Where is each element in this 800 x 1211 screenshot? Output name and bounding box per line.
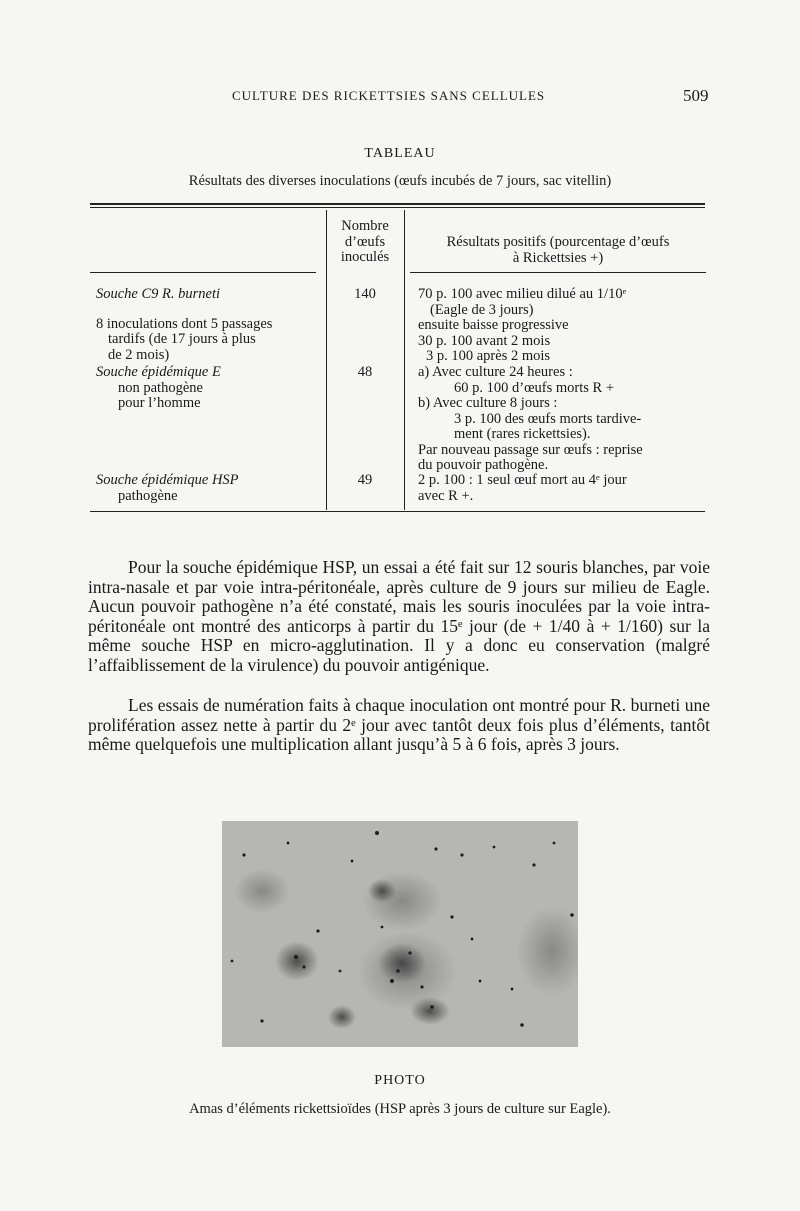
body-paragraph: Les essais de numération faits à chaque inoculation ont montré pour R. burneti une prolifération assez nette à partir du 2ᵉ jour avec tantôt deux fois plus d’éléments, tantôt même quelquefois une multiplication allant jusqu’à 5 à 6 fois, après 3 jours. xyxy=(88,695,710,754)
figure-caption: Amas d’éléments rickettsioïdes (HSP après 3 jours de culture sur Eagle). xyxy=(189,1101,611,1117)
header-count: Nombre d’œufs inoculés xyxy=(340,218,390,265)
table-bottom-rule xyxy=(90,511,705,512)
table-row-count: 49 xyxy=(357,472,373,488)
figure-title: PHOTO xyxy=(374,1073,426,1088)
page-number: 509 xyxy=(683,86,709,105)
table-row-count: 48 xyxy=(357,364,373,380)
body-paragraph: Pour la souche épidémique HSP, un essai a été fait sur 12 souris blanches, par voie intra-nasale et par voie intra-péritonéale, après culture de 9 jours sur milieu de Eagle. Aucun pouvoir pathogène n’a été constaté, mais les souris inoculées par la voie intra-péritonéale ont montré des anticorps à partir du 15ᵉ jour (de + 1/40 à + 1/160) sur la même souche HSP en micro-agglutination. Il y a donc eu conservation (malgré l’affaiblissement de la virulence) du pouvoir antigénique. xyxy=(88,557,710,675)
table-header-rule xyxy=(90,272,316,273)
table-row-results: 70 p. 100 avec milieu dilué au 1/10ᵉ (Eagle de 3 jours) ensuite baisse progressive 30 p. 100 avant 2 mois 3 p. 100 après 2 mois xyxy=(418,286,627,364)
table-row-count: 140 xyxy=(354,286,376,302)
table-row-label: Souche épidémique E non pathogène pour l’homme xyxy=(96,364,221,411)
table-row-label: Souche épidémique HSP pathogène xyxy=(96,472,239,504)
table-top-rule-thin xyxy=(90,207,705,208)
header-results: Résultats positifs (pourcentage d’œufs à Rickettsies +) xyxy=(446,234,670,266)
table-column-divider xyxy=(326,210,327,510)
table-row-results: a) Avec culture 24 heures : 60 p. 100 d’œufs morts R + b) Avec culture 8 jours : 3 p. 100 des œufs morts tardive- ment (rares rickettsies). Par nouveau passage sur œufs : reprise du pouvoir pathogène. xyxy=(418,364,643,473)
micrograph-photo xyxy=(222,821,578,1047)
table-top-rule xyxy=(90,203,705,205)
table-row-results: 2 p. 100 : 1 seul œuf mort au 4ᵉ jour avec R +. xyxy=(418,472,627,504)
table-caption: Résultats des diverses inoculations (œufs incubés de 7 jours, sac vitellin) xyxy=(188,173,612,189)
table-row-label: Souche C9 R. burneti 8 inoculations dont 5 passages tardifs (de 17 jours à plus de 2 mois) xyxy=(96,286,273,363)
table-column-divider xyxy=(404,210,405,510)
table-header-rule xyxy=(410,272,706,273)
running-title: CULTURE DES RICKETTSIES SANS CELLULES xyxy=(232,88,546,103)
table-title: TABLEAU xyxy=(364,146,436,161)
